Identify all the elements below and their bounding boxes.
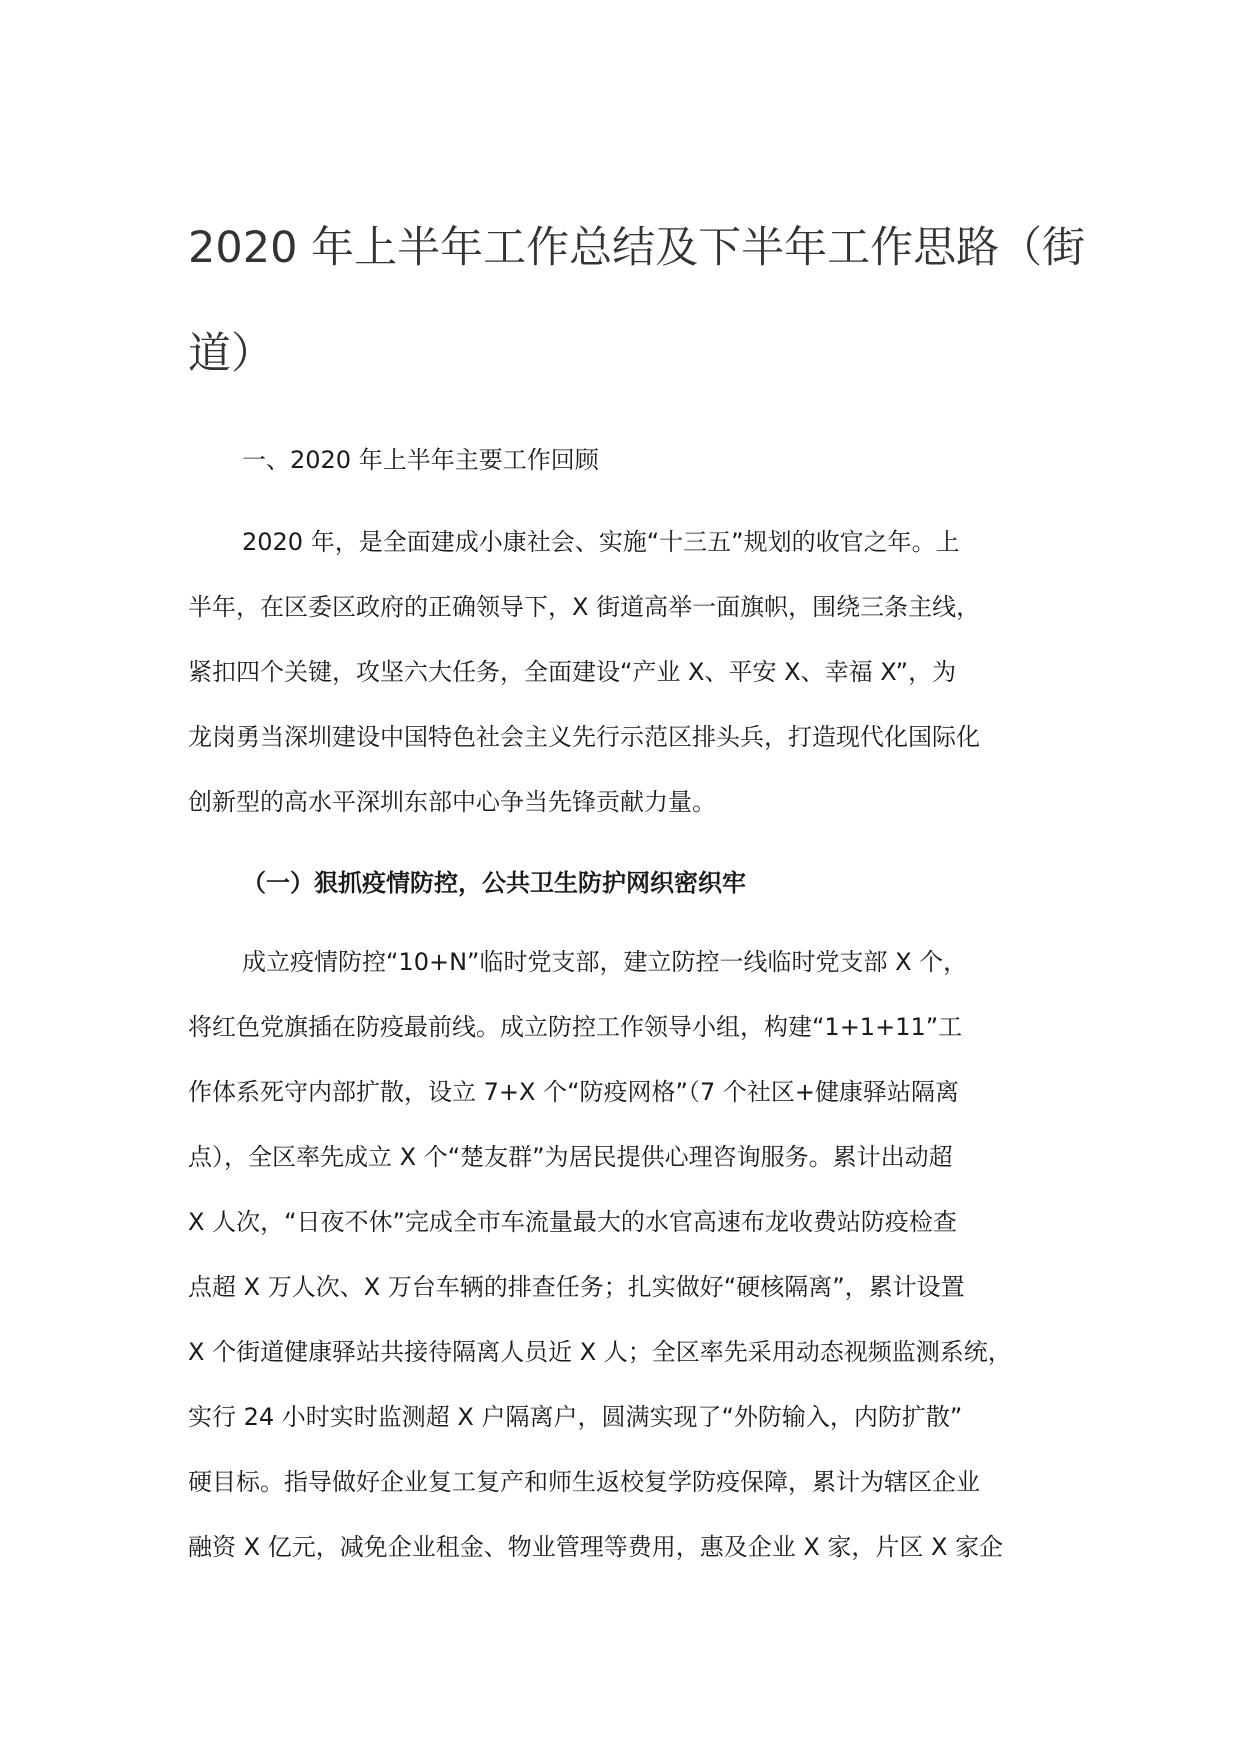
title-line: 2020 年上半年工作总结及下半年工作思路（街 — [188, 223, 1086, 273]
paragraph-line: X 人次，“日夜不休”完成全市车流量最大的水官高速布龙收费站防疫检查 — [188, 1208, 957, 1236]
title-line: 道） — [188, 329, 274, 379]
paragraph-line: 点），全区率先成立 X 个“楚友群”为居民提供心理咨询服务。累计出动超 — [188, 1143, 953, 1171]
paragraph-line: 融资 X 亿元，减免企业租金、物业管理等费用，惠及企业 X 家，片区 X 家企 — [188, 1533, 1004, 1561]
document-title — [188, 195, 1086, 407]
paragraph-line: 作体系死守内部扩散，设立 7+X 个“防疫网格”（7 个社区+健康驿站隔离 — [188, 1078, 959, 1106]
paragraph-line: X 个街道健康驿站共接待隔离人员近 X 人；全区率先采用动态视频监测系统， — [188, 1338, 1012, 1366]
section-heading: 一、2020 年上半年主要工作回顾 — [242, 446, 599, 474]
paragraph-line: 龙岗勇当深圳建设中国特色社会主义先行示范区排头兵，打造现代化国际化 — [188, 723, 980, 751]
paragraph-line: 将红色党旗插在防疫最前线。成立防控工作领导小组，构建“1+1+11”工 — [188, 1013, 963, 1041]
paragraph-line: 成立疫情防控“10+N”临时党支部，建立防控一线临时党支部 X 个， — [242, 948, 968, 976]
paragraph-line: 硬目标。指导做好企业复工复产和师生返校复学防疫保障，累计为辖区企业 — [188, 1468, 980, 1496]
covid-paragraph — [188, 930, 1068, 1580]
intro-paragraph — [188, 510, 1068, 835]
paragraph-line: 实行 24 小时实时监测超 X 户隔离户，圆满实现了“外防输入，内防扩散” — [188, 1403, 963, 1431]
paragraph-line: 紧扣四个关键，攻坚六大任务，全面建设“产业 X、平安 X、幸福 X”，为 — [188, 658, 957, 686]
paragraph-line: 半年，在区委区政府的正确领导下，X 街道高举一面旗帜，围绕三条主线， — [188, 593, 981, 621]
paragraph-line: 创新型的高水平深圳东部中心争当先锋贡献力量。 — [188, 788, 716, 816]
paragraph-line: 点超 X 万人次、X 万台车辆的排查任务；扎实做好“硬核隔离”，累计设置 — [188, 1273, 965, 1301]
sub-heading: （一）狠抓疫情防控，公共卫生防护网织密织牢 — [242, 869, 746, 897]
paragraph-line: 2020 年，是全面建成小康社会、实施“十三五”规划的收官之年。上 — [242, 528, 960, 556]
